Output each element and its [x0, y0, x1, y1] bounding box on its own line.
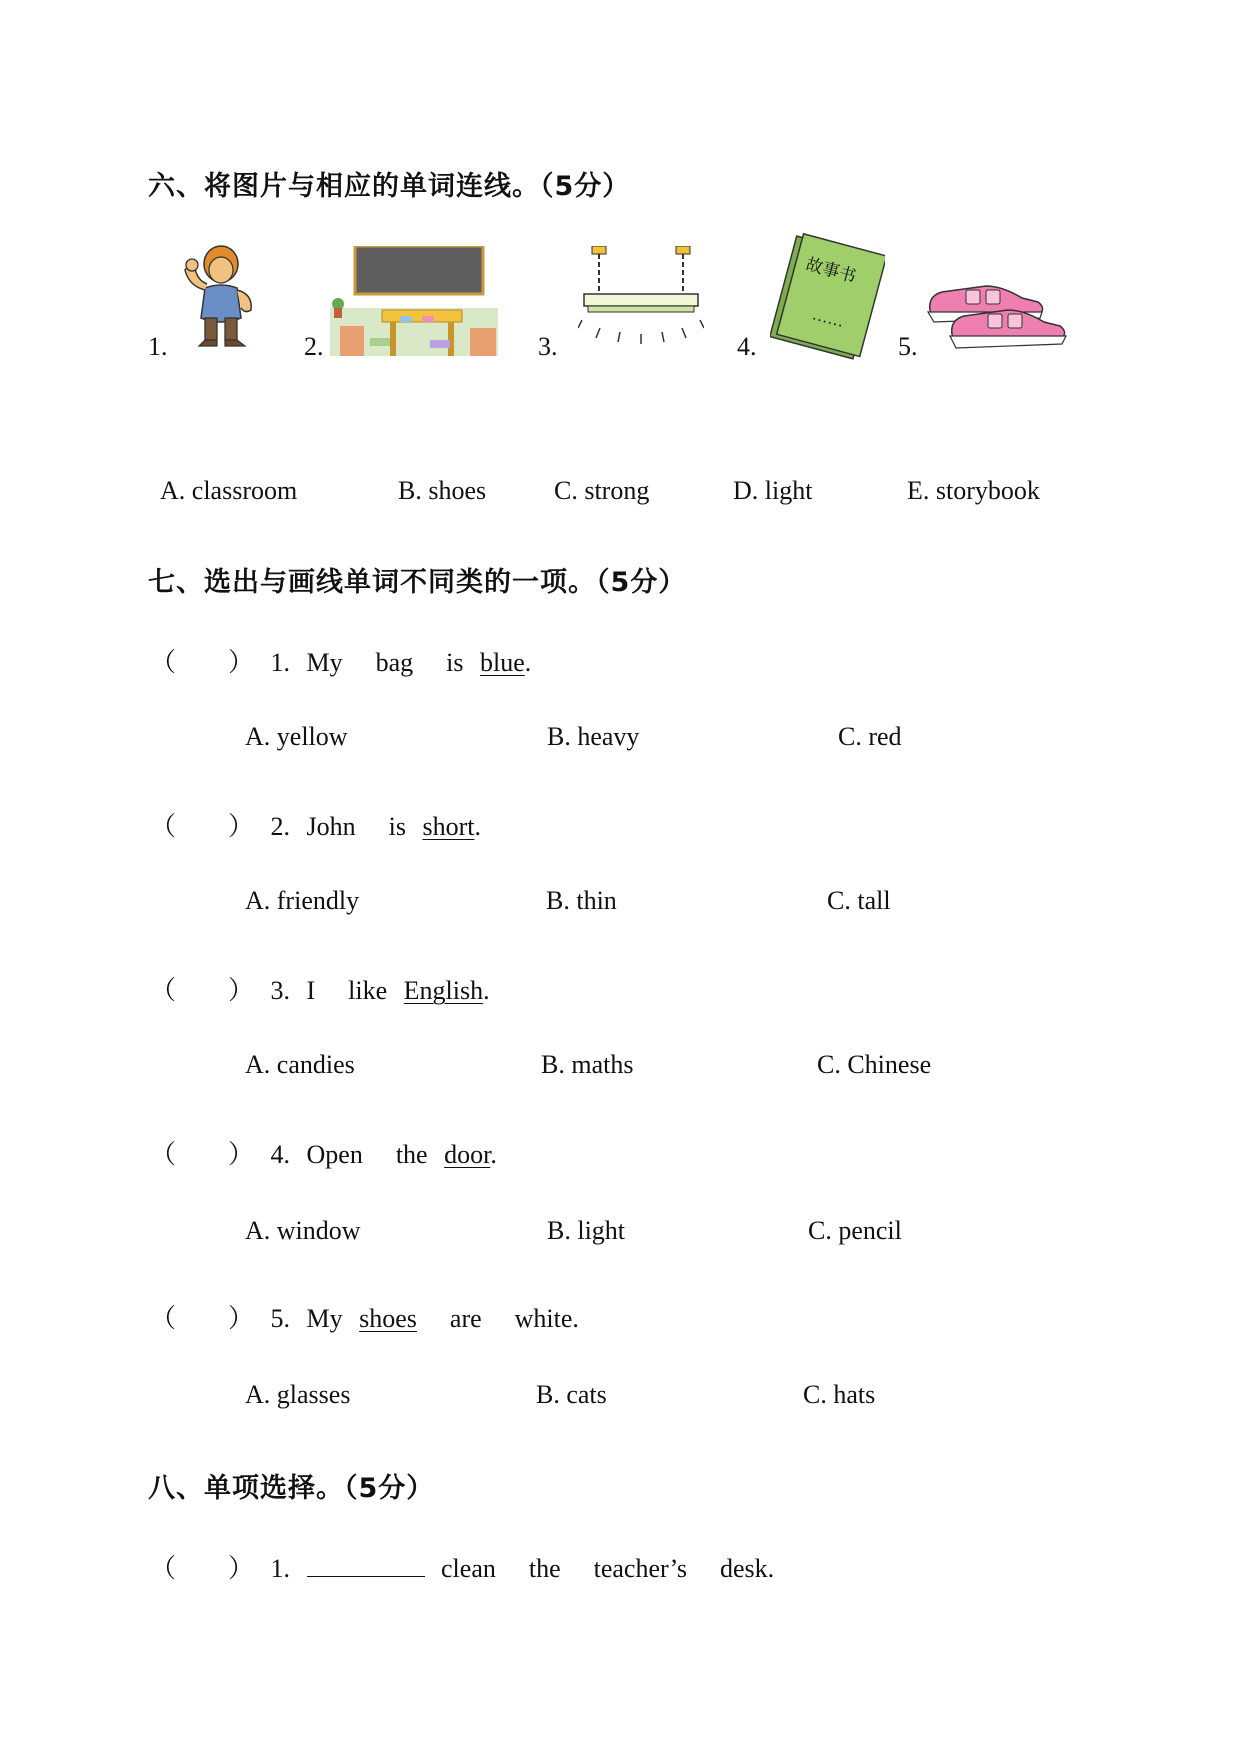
- word-option-b: B. shoes: [398, 476, 487, 505]
- question-7-5: [150, 1298, 579, 1335]
- question-text: John is: [306, 812, 423, 841]
- option-7-5-c[interactable]: C. hats: [803, 1380, 876, 1409]
- underlined-word: door: [444, 1140, 491, 1169]
- question-end: are white.: [416, 1304, 579, 1333]
- option-7-5-a[interactable]: A. glasses: [245, 1380, 351, 1409]
- shoes-icon: [926, 282, 1070, 354]
- answer-paren[interactable]: （ ）: [150, 1304, 255, 1333]
- question-number: 4.: [270, 1140, 291, 1169]
- word-option-e: E. storybook: [907, 476, 1040, 505]
- picture-number-4: 4.: [737, 332, 757, 361]
- picture-number-5: 5.: [898, 332, 918, 361]
- question-number: 3.: [270, 976, 291, 1005]
- question-7-4: [150, 1134, 497, 1171]
- answer-paren[interactable]: （ ）: [150, 1554, 255, 1583]
- section6-heading: 六、将图片与相应的单词连线。（5分）: [148, 171, 631, 202]
- answer-paren[interactable]: （ ）: [150, 1140, 255, 1169]
- option-7-2-b[interactable]: B. thin: [546, 886, 617, 915]
- storybook-icon: [770, 232, 885, 362]
- section8-heading: 八、单项选择。（5分）: [148, 1473, 435, 1504]
- option-7-1-c[interactable]: C. red: [838, 722, 902, 751]
- option-7-1-b[interactable]: B. heavy: [547, 722, 640, 751]
- book-title: 故事书: [803, 254, 859, 288]
- question-text: My: [306, 1304, 360, 1333]
- option-7-3-b[interactable]: B. maths: [541, 1050, 634, 1079]
- question-text: Open the: [306, 1140, 445, 1169]
- underlined-word: shoes: [359, 1304, 417, 1333]
- option-7-3-c[interactable]: C. Chinese: [817, 1050, 932, 1079]
- classroom-icon: [330, 246, 498, 356]
- question-number: 5.: [270, 1304, 291, 1333]
- option-7-4-a[interactable]: A. window: [245, 1216, 361, 1245]
- question-text: I like: [306, 976, 404, 1005]
- question-text: clean the teacher’s desk.: [441, 1554, 775, 1583]
- underlined-word: English: [403, 976, 484, 1005]
- question-number: 2.: [270, 812, 291, 841]
- question-end: .: [483, 976, 490, 1005]
- question-7-2: [150, 806, 481, 843]
- option-7-2-c[interactable]: C. tall: [827, 886, 891, 915]
- question-end: .: [474, 812, 481, 841]
- section7-heading: 七、选出与画线单词不同类的一项。（5分）: [148, 567, 687, 598]
- picture-number-2: 2.: [304, 332, 324, 361]
- question-number: 1.: [270, 648, 291, 677]
- strong-man-icon: [175, 240, 260, 355]
- fill-blank[interactable]: [307, 1554, 425, 1577]
- option-7-5-b[interactable]: B. cats: [536, 1380, 607, 1409]
- answer-paren[interactable]: （ ）: [150, 976, 255, 1005]
- question-7-3: [150, 970, 490, 1007]
- answer-paren[interactable]: （ ）: [150, 812, 255, 841]
- question-text: My bag is: [306, 648, 481, 677]
- answer-paren[interactable]: （ ）: [150, 648, 255, 677]
- option-7-1-a[interactable]: A. yellow: [245, 722, 348, 751]
- option-7-2-a[interactable]: A. friendly: [245, 886, 360, 915]
- question-number: 1.: [270, 1554, 291, 1583]
- option-7-4-c[interactable]: C. pencil: [808, 1216, 902, 1245]
- option-7-3-a[interactable]: A. candies: [245, 1050, 355, 1079]
- word-option-a: A. classroom: [160, 476, 298, 505]
- question-end: .: [524, 648, 532, 677]
- option-7-4-b[interactable]: B. light: [547, 1216, 626, 1245]
- underlined-word: blue: [480, 648, 525, 677]
- ceiling-light-icon: [578, 246, 704, 358]
- picture-number-1: 1.: [148, 332, 168, 361]
- book-dots: ……: [810, 306, 846, 331]
- underlined-word: short: [422, 812, 475, 841]
- word-option-c: C. strong: [554, 476, 650, 505]
- word-option-d: D. light: [733, 476, 813, 505]
- picture-number-3: 3.: [538, 332, 558, 361]
- question-7-1: [150, 642, 531, 679]
- question-end: .: [490, 1140, 497, 1169]
- question-8-1: [150, 1548, 774, 1585]
